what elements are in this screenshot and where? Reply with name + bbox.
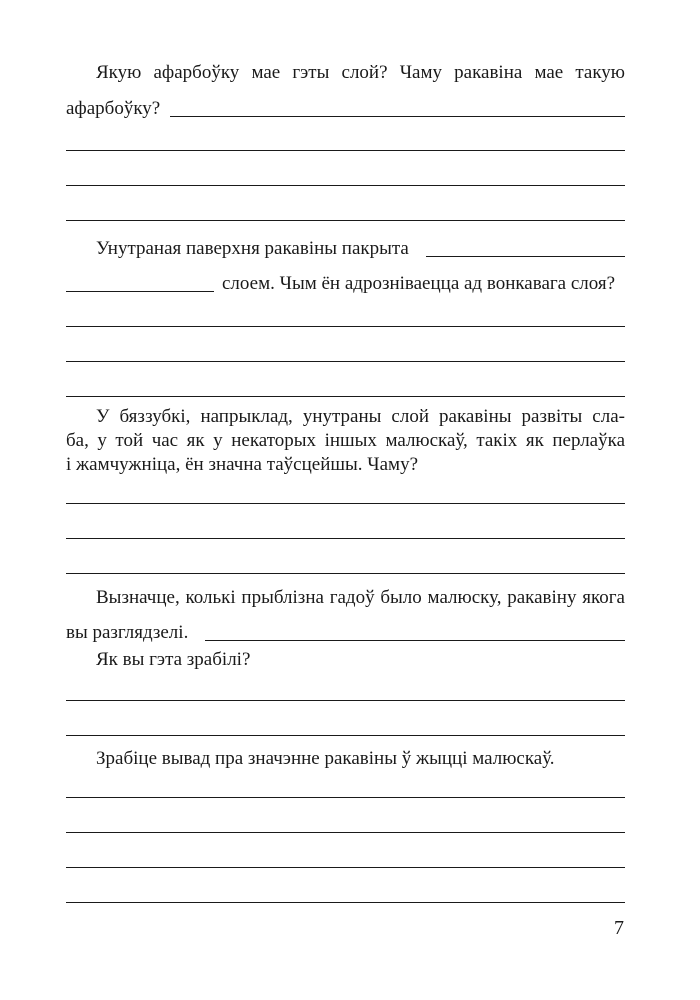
page-number: 7	[614, 917, 624, 939]
answer-line-3c[interactable]	[66, 573, 625, 574]
question-1-line-2: афарбоўку?	[66, 98, 161, 119]
answer-line-5d[interactable]	[66, 902, 625, 903]
answer-line-5b[interactable]	[66, 832, 625, 833]
answer-blank-2a[interactable]	[426, 256, 625, 257]
answer-line-5a[interactable]	[66, 797, 625, 798]
question-3-line-3: і жамчужніца, ён значна таўсцейшы. Чаму?	[66, 454, 419, 475]
question-3-line-2: ба, у той час як у некаторых іншых малюскаў, такіх як перлаўка	[66, 430, 625, 451]
answer-line-3b[interactable]	[66, 538, 625, 539]
answer-line-2c[interactable]	[66, 396, 625, 397]
answer-blank-4[interactable]	[205, 640, 625, 641]
answer-line-2a[interactable]	[66, 326, 625, 327]
question-2-line-1: Унутраная паверхня ракавіны пакрыта	[96, 238, 409, 259]
question-4-line-3: Як вы гэта зрабілі?	[96, 649, 251, 670]
question-4-line-2: вы разглядзелі.	[66, 622, 189, 643]
question-5-line-1: Зрабіце вывад пра значэнне ракавіны ў жыцці малюскаў.	[96, 748, 555, 769]
question-2-line-2: слоем. Чым ён адрозніваецца ад вонкавага слоя?	[222, 273, 616, 294]
answer-line-1b[interactable]	[66, 150, 625, 151]
question-1-line-1: Якую афарбоўку мае гэты слой? Чаму ракавіна мае такую	[96, 62, 625, 83]
answer-line-3a[interactable]	[66, 503, 625, 504]
answer-line-5c[interactable]	[66, 867, 625, 868]
question-3-line-1: У бяззубкі, напрыклад, унутраны слой ракавіны развіты сла-	[96, 406, 625, 427]
answer-line-1d[interactable]	[66, 220, 625, 221]
answer-line-1a[interactable]	[170, 116, 625, 117]
answer-line-2b[interactable]	[66, 361, 625, 362]
answer-line-1c[interactable]	[66, 185, 625, 186]
question-4-line-1: Вызначце, колькі прыблізна гадоў было малюску, ракавіну якога	[96, 587, 625, 608]
answer-line-4a[interactable]	[66, 700, 625, 701]
answer-line-4b[interactable]	[66, 735, 625, 736]
answer-blank-2b[interactable]	[66, 291, 214, 292]
